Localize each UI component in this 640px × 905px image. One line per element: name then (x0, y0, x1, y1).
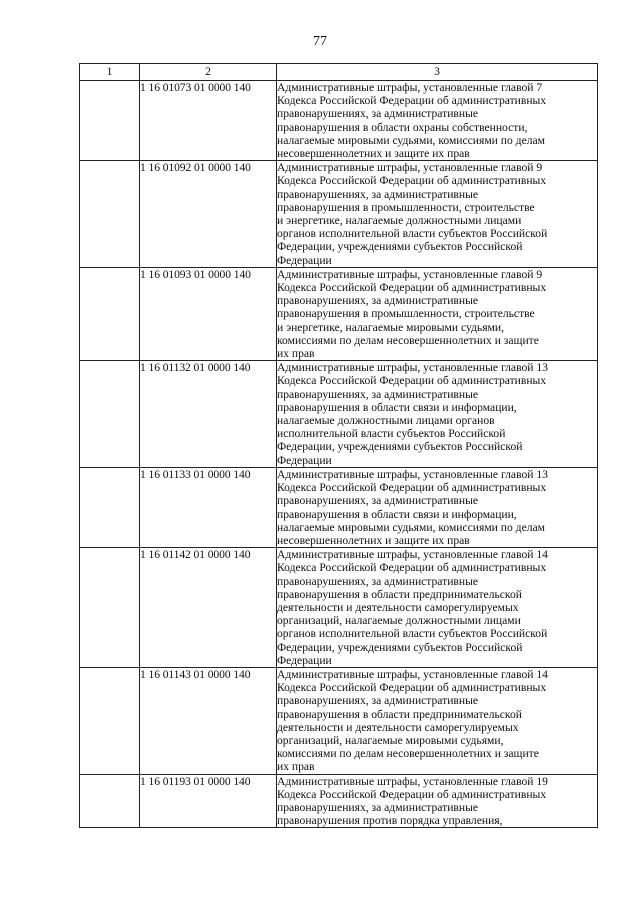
description-line: правонарушения против порядка управления, (277, 814, 503, 828)
description-line: Кодекса Российской Федерации об административных (277, 787, 547, 801)
description-line: правонарушения в промышленности, строительстве (277, 307, 535, 321)
description-line: правонарушениях, за административные (277, 494, 479, 508)
revenue-description (277, 667, 598, 774)
table-row (80, 161, 598, 268)
description-line: Административные штрафы, установленные главой 13 (277, 361, 548, 375)
budget-classification-code: 1 16 01132 01 0000 140 (140, 361, 277, 468)
table-row (80, 267, 598, 360)
description-line: Федерации (277, 453, 332, 467)
description-line: правонарушениях, за административные (277, 387, 479, 401)
header-row (80, 64, 598, 81)
description-line: несовершеннолетних и защите их прав (277, 147, 470, 161)
description-line: Федерации, учреждениями субъектов Российской (277, 640, 523, 654)
description-line: Федерации, учреждениями субъектов Российской (277, 440, 523, 454)
description-line: Федерации (277, 653, 332, 667)
table-row (80, 361, 598, 468)
description-line: органов исполнительной власти субъектов Российской (277, 627, 548, 641)
budget-classification-code: 1 16 01142 01 0000 140 (140, 548, 277, 668)
description-line: Федерации, учреждениями субъектов Российской (277, 240, 523, 254)
row-col-1 (80, 667, 140, 774)
description-line: налагаемые мировыми судьями, комиссиями по делам (277, 133, 545, 147)
table-row (80, 467, 598, 547)
description-line: организаций, налагаемые должностными лицами (277, 614, 521, 628)
table-row (80, 548, 598, 668)
description-line: правонарушениях, за административные (277, 294, 479, 308)
description-line: Кодекса Российской Федерации об административных (277, 281, 547, 295)
table-row (80, 81, 598, 161)
description-line: правонарушения в области связи и информации, (277, 507, 517, 521)
revenue-description (277, 467, 598, 547)
description-line: налагаемые должностными лицами органов (277, 414, 495, 428)
description-line: налагаемые мировыми судьями, комиссиями по делам (277, 520, 545, 534)
description-line: правонарушения в области предпринимательской (277, 707, 522, 721)
row-col-1 (80, 81, 140, 161)
description-line: и энергетике, налагаемые должностными лицами (277, 214, 522, 228)
description-line: Кодекса Российской Федерации об административных (277, 174, 547, 188)
header-col-1: 1 (80, 64, 140, 81)
budget-classification-code: 1 16 01133 01 0000 140 (140, 467, 277, 547)
description-line: правонарушениях, за административные (277, 574, 479, 588)
table-body (80, 81, 598, 828)
description-line: органов исполнительной власти субъектов Российской (277, 227, 548, 241)
description-line: Административные штрафы, установленные главой 14 (277, 667, 548, 681)
revenue-description (277, 267, 598, 360)
description-line: их прав (277, 760, 315, 774)
description-line: Кодекса Российской Федерации об административных (277, 94, 547, 108)
revenue-description (277, 548, 598, 668)
description-line: Административные штрафы, установленные главой 14 (277, 548, 548, 562)
budget-classification-code: 1 16 01143 01 0000 140 (140, 667, 277, 774)
description-line: исполнительной власти субъектов Российской (277, 427, 506, 441)
description-line: правонарушениях, за административные (277, 694, 479, 708)
description-line: комиссиями по делам несовершеннолетних и защите (277, 747, 539, 761)
row-col-1 (80, 467, 140, 547)
description-line: правонарушения в промышленности, строительстве (277, 200, 535, 214)
row-col-1 (80, 161, 140, 268)
budget-classification-code: 1 16 01092 01 0000 140 (140, 161, 277, 268)
description-line: Административные штрафы, установленные главой 7 (277, 81, 543, 94)
table-row (80, 667, 598, 774)
row-col-1 (80, 267, 140, 360)
description-line: правонарушения в области охраны собственности, (277, 120, 528, 134)
description-line: деятельности и деятельности саморегулируемых (277, 600, 519, 614)
description-line: Федерации (277, 253, 332, 267)
description-line: правонарушениях, за административные (277, 107, 479, 121)
budget-classification-code: 1 16 01093 01 0000 140 (140, 267, 277, 360)
description-line: и энергетике, налагаемые мировыми судьями, (277, 320, 504, 334)
description-line: деятельности и деятельности саморегулируемых (277, 720, 519, 734)
description-line: Кодекса Российской Федерации об административных (277, 481, 547, 495)
revenue-description (277, 161, 598, 268)
description-line: комиссиями по делам несовершеннолетних и защите (277, 333, 539, 347)
description-line: Административные штрафы, установленные главой 9 (277, 267, 543, 281)
table-row (80, 774, 598, 828)
description-line: Кодекса Российской Федерации об административных (277, 374, 547, 388)
budget-codes-table (79, 63, 598, 828)
row-col-1 (80, 361, 140, 468)
description-line: несовершеннолетних и защите их прав (277, 533, 470, 547)
description-line: правонарушения в области связи и информации, (277, 400, 517, 414)
header-col-2: 2 (140, 64, 277, 81)
description-line: Кодекса Российской Федерации об административных (277, 681, 547, 695)
revenue-description (277, 81, 598, 161)
page-number: 77 (313, 34, 327, 49)
description-line: правонарушениях, за административные (277, 800, 479, 814)
budget-classification-code: 1 16 01073 01 0000 140 (140, 81, 277, 161)
revenue-description (277, 361, 598, 468)
row-col-1 (80, 774, 140, 828)
description-line: Административные штрафы, установленные главой 9 (277, 161, 543, 175)
description-line: их прав (277, 347, 315, 361)
budget-classification-code: 1 16 01193 01 0000 140 (140, 774, 277, 828)
table-header (80, 64, 598, 81)
revenue-description (277, 774, 598, 828)
description-line: правонарушениях, за административные (277, 187, 479, 201)
description-line: Административные штрафы, установленные главой 13 (277, 467, 548, 481)
row-col-1 (80, 548, 140, 668)
description-line: Кодекса Российской Федерации об административных (277, 561, 547, 575)
description-line: организаций, налагаемые мировыми судьями, (277, 733, 504, 747)
description-line: правонарушения в области предпринимательской (277, 587, 522, 601)
header-col-3: 3 (277, 64, 598, 81)
description-line: Административные штрафы, установленные главой 19 (277, 774, 548, 788)
